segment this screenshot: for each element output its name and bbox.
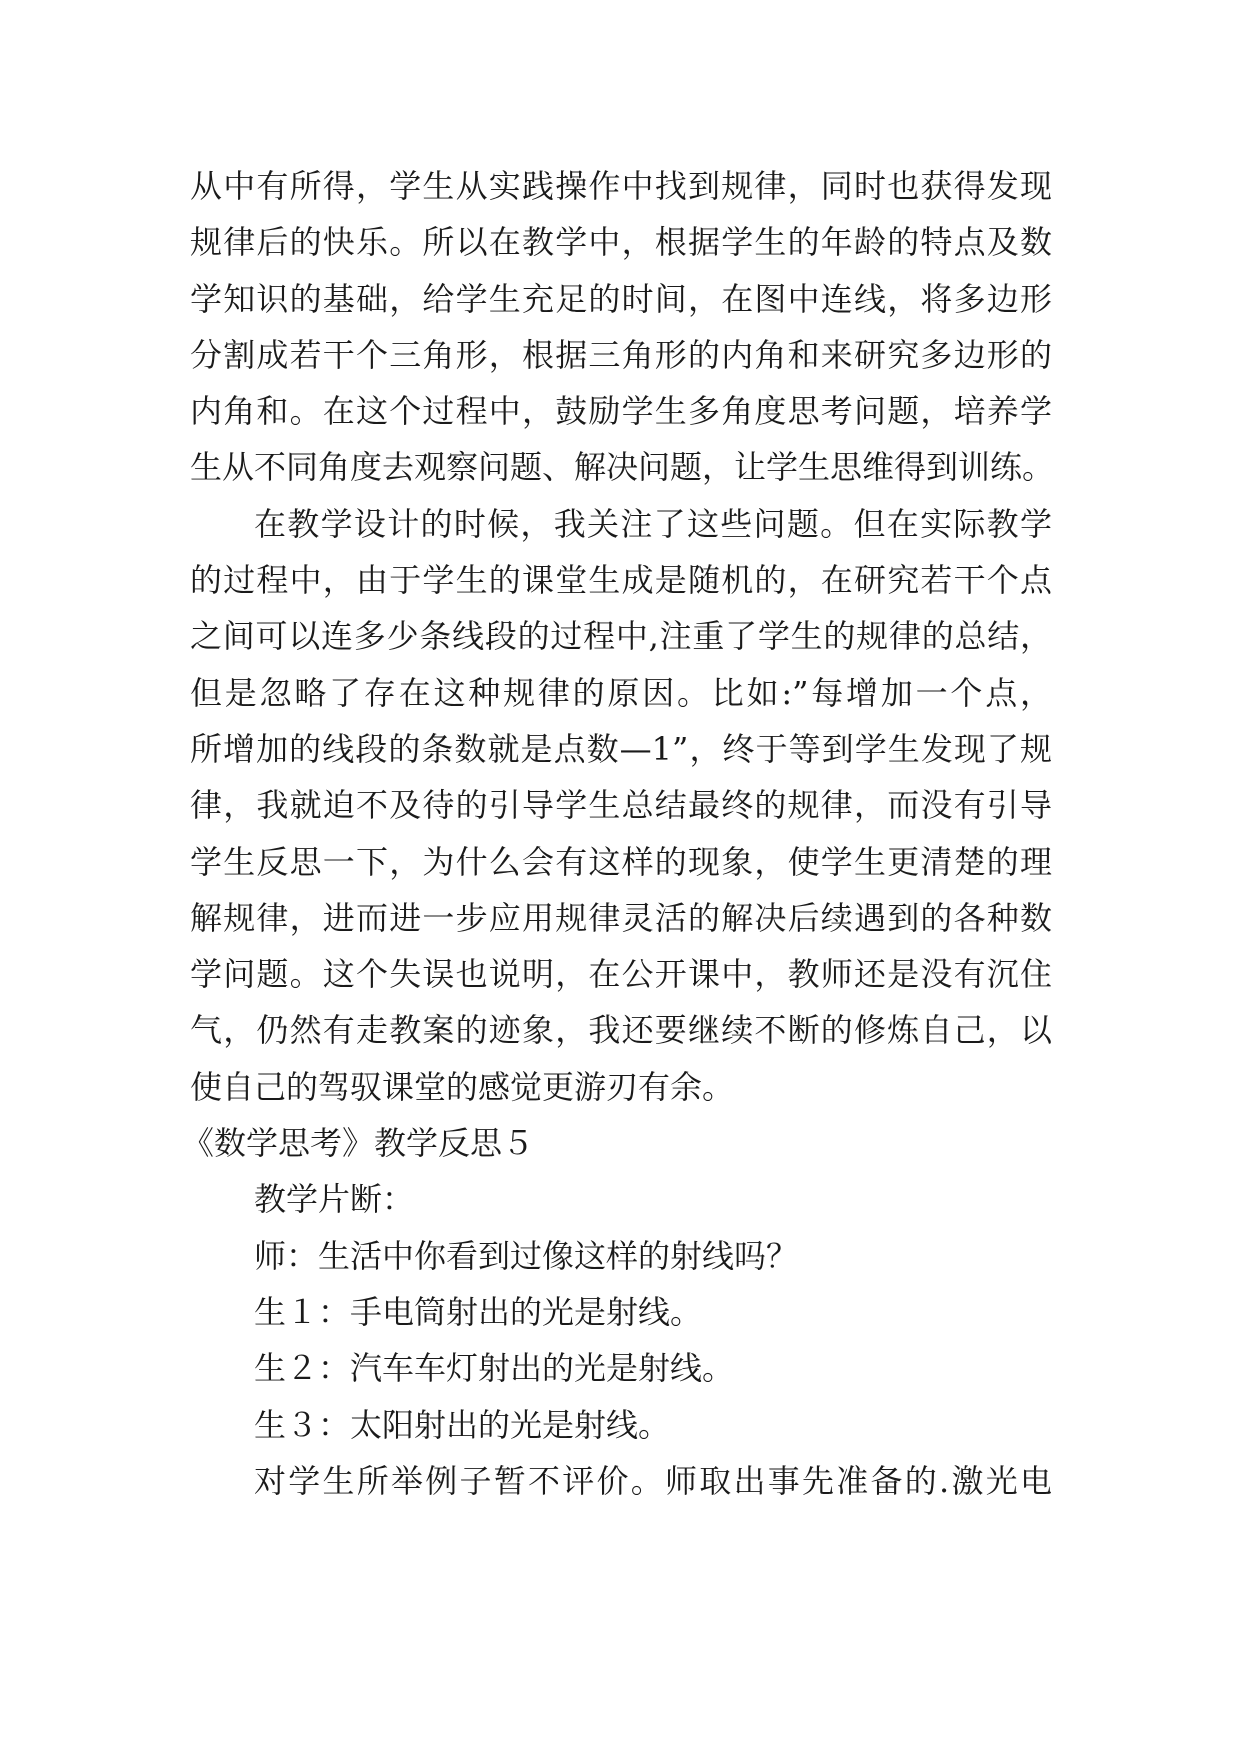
text-line: 的过程中，由于学生的课堂生成是随机的，在研究若干个点 [190, 561, 1052, 600]
text-line: 学生反思一下，为什么会有这样的现象，使学生更清楚的理 [190, 842, 1052, 881]
text-line: 解规律，进而进一步应用规律灵活的解决后续遇到的各种数 [190, 898, 1052, 937]
dialogue-student-line: 生３：太阳射出的光是射线。 [254, 1405, 671, 1444]
dialogue-teacher-line: 师：生活中你看到过像这样的射线吗？ [254, 1236, 799, 1275]
section-heading: 《数学思考》教学反思５ [182, 1124, 535, 1163]
dialogue-intro: 教学片断： [254, 1180, 415, 1219]
paragraph-polygon-angles [190, 158, 1055, 496]
text-line: 生从不同角度去观察问题、解决问题，让学生思维得到训练。 [190, 448, 1055, 487]
text-line: 使自己的驾驭课堂的感觉更游刃有余。 [190, 1067, 735, 1106]
dialogue-student-line: 生２：汽车车灯射出的光是射线。 [254, 1349, 735, 1388]
text-line: 之间可以连多少条线段的过程中,注重了学生的规律的总结， [190, 617, 1052, 656]
teaching-dialogue [190, 1171, 1052, 1509]
text-line: 规律后的快乐。所以在教学中，根据学生的年龄的特点及数 [190, 223, 1052, 262]
document-page [182, 158, 1055, 1509]
text-line: 从中有所得，学生从实践操作中找到规律，同时也获得发现 [190, 167, 1052, 205]
text-line: 但是忽略了存在这种规律的原因。比如:”每增加一个点， [190, 673, 1052, 712]
text-line: 学问题。这个失误也说明，在公开课中，教师还是没有沉住 [190, 955, 1052, 994]
text-line: 气，仍然有走教案的迹象，我还要继续不断的修炼自己，以 [190, 1011, 1052, 1050]
text-line: 所增加的线段的条数就是点数—1”，终于等到学生发现了规 [190, 729, 1052, 768]
dialogue-closing-line: 对学生所举例子暂不评价。师取出事先准备的.激光电 [254, 1461, 1052, 1500]
paragraph-teaching-reflection [190, 496, 1052, 1115]
text-line: 律，我就迫不及待的引导学生总结最终的规律，而没有引导 [190, 786, 1052, 825]
text-line: 学知识的基础，给学生充足的时间，在图中连线，将多边形 [190, 279, 1052, 318]
text-line: 内角和。在这个过程中，鼓励学生多角度思考问题，培养学 [190, 392, 1052, 431]
text-line: 在教学设计的时候，我关注了这些问题。但在实际教学 [254, 504, 1052, 543]
dialogue-student-line: 生１：手电筒射出的光是射线。 [254, 1292, 703, 1331]
text-line: 分割成若干个三角形，根据三角形的内角和来研究多边形的 [190, 335, 1052, 374]
